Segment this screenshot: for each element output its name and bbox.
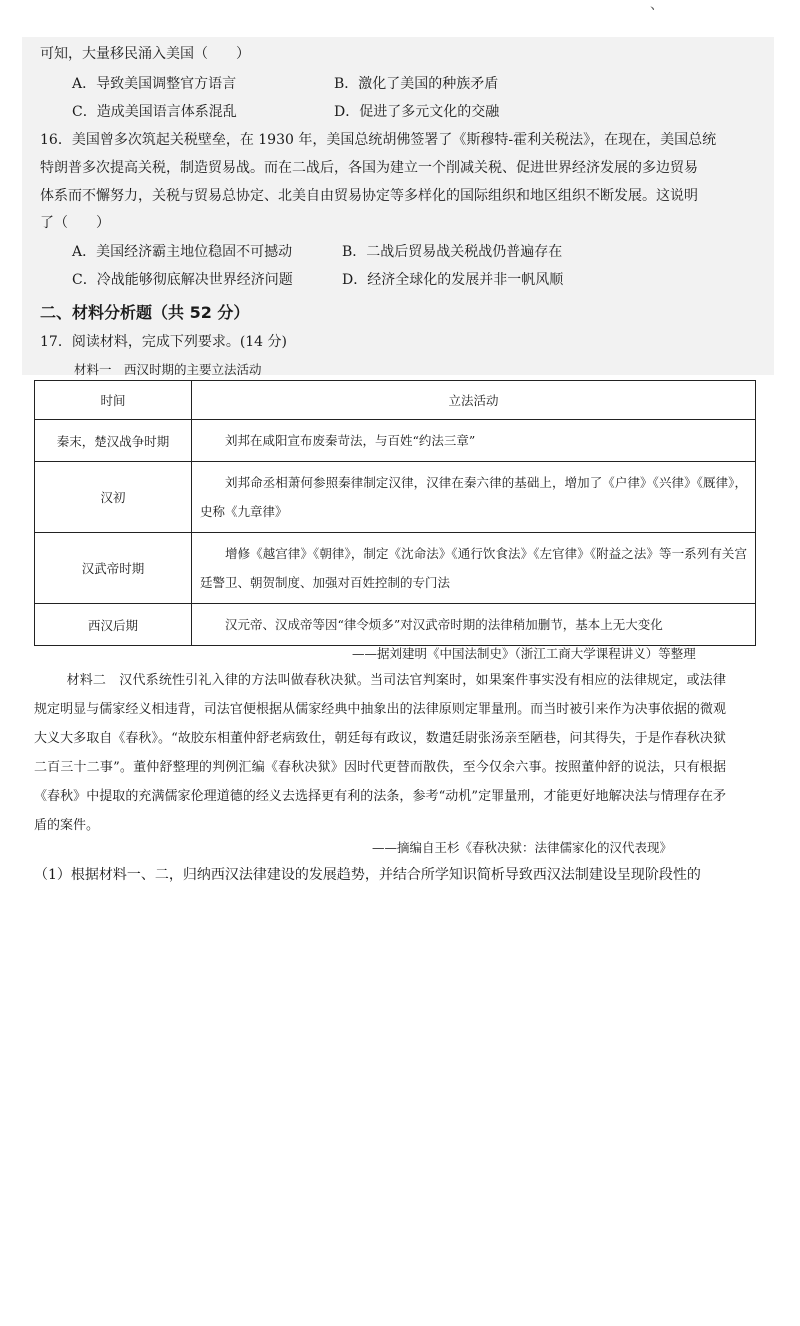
q15-stem-tail: 可知，大量移民涌入美国（ ） — [40, 46, 250, 62]
row-activity: 刘邦命丞相萧何参照秦律制定汉律，汉律在秦六律的基础上，增加了《户律》《兴律》《厩律》，史称《九章律》 — [192, 462, 756, 533]
material1-source: ——据刘建明《中国法制史》（浙江工商大学课程讲义）等整理 — [352, 646, 696, 661]
table-row — [35, 420, 756, 462]
header-period: 时间 — [35, 381, 192, 420]
material2-paragraph: 材料二 汉代系统性引礼入律的方法叫做春秋决狱。当司法官判案时，如果案件事实没有相应的法律规定，或法律规定明显与儒家经义相违背，司法官便根据从儒家经典中抽象出的法律原则定罪量刑。而当时被引来作为决事依据的微观大义大多取自《春秋》。“故胶东相董仲舒老病致仕，朝廷每有政议，数遣廷尉张汤亲至陋巷，问其得失，于是作春秋决狱二百三十二事”。董仲舒整理的判例汇编《春秋决狱》因时代更替而散佚，至今仅余六事。按照董仲舒的说法，只有根据《春秋》中提取的充满儒家伦理道德的经义去选择更有利的法条，参考“动机”定罪量刑，才能更好地解决法与情理存在矛盾的案件。 — [34, 673, 726, 833]
table-header-row — [35, 381, 756, 420]
q16-option-a[interactable]: A．美国经济霸主地位稳固不可撼动 — [72, 244, 293, 260]
material1-title: 材料一 西汉时期的主要立法活动 — [74, 362, 262, 377]
q16-option-c[interactable]: C．冷战能够彻底解决世界经济问题 — [72, 272, 293, 288]
q17-stem: 17．阅读材料，完成下列要求。(14 分) — [40, 334, 288, 350]
row-activity: 刘邦在咸阳宣布废秦苛法，与百姓“约法三章” — [192, 420, 756, 462]
q15-option-d[interactable]: D．促进了多元文化的交融 — [334, 104, 500, 120]
table-row — [35, 533, 756, 604]
row-period: 汉武帝时期 — [35, 533, 192, 604]
q15-option-c[interactable]: C．造成美国语言体系混乱 — [72, 104, 237, 120]
row-period: 秦末，楚汉战争时期 — [35, 420, 192, 462]
q16-stem-line-4: 了（ ） — [40, 215, 110, 231]
row-activity: 增修《越宫律》《朝律》，制定《沈命法》《通行饮食法》《左官律》《附益之法》等一系列有关宫廷警卫、朝贺制度、加强对百姓控制的专门法 — [192, 533, 756, 604]
table-row — [35, 462, 756, 533]
q15-option-b[interactable]: B．激化了美国的种族矛盾 — [334, 76, 499, 92]
section-title: 二、材料分析题（共 52 分） — [40, 303, 250, 322]
q16-stem-line-3: 体系而不懈努力，关税与贸易总协定、北美自由贸易协定等多样化的国际组织和地区组织不断发展。这说明 — [40, 188, 698, 204]
header-activity: 立法活动 — [192, 381, 756, 420]
q16-stem-line-2: 特朗普多次提高关税，制造贸易战。而在二战后，各国为建立一个削减关税、促进世界经济发展的多边贸易 — [40, 160, 698, 176]
page-corner-mark: 、 — [650, 0, 664, 13]
q16-stem-line-1: 16．美国曾多次筑起关税壁垒，在 1930 年，美国总统胡佛签署了《斯穆特-霍利关税法》，在现在，美国总统 — [40, 132, 717, 148]
legislation-table — [34, 380, 756, 646]
q15-option-a[interactable]: A．导致美国调整官方语言 — [72, 76, 237, 92]
row-period: 西汉后期 — [35, 604, 192, 646]
row-period: 汉初 — [35, 462, 192, 533]
material2-source: ——摘编自王杉《春秋决狱：法律儒家化的汉代表现》 — [372, 840, 673, 855]
row-activity: 汉元帝、汉成帝等因“律令烦多”对汉武帝时期的法律稍加删节，基本上无大变化 — [192, 604, 756, 646]
q17-subquestion-1: （1）根据材料一、二，归纳西汉法律建设的发展趋势，并结合所学知识简析导致西汉法制建设呈现阶段性的 — [34, 867, 701, 883]
q16-option-d[interactable]: D．经济全球化的发展并非一帆风顺 — [342, 272, 564, 288]
q16-option-b[interactable]: B．二战后贸易战关税战仍普遍存在 — [342, 244, 563, 260]
table-row — [35, 604, 756, 646]
